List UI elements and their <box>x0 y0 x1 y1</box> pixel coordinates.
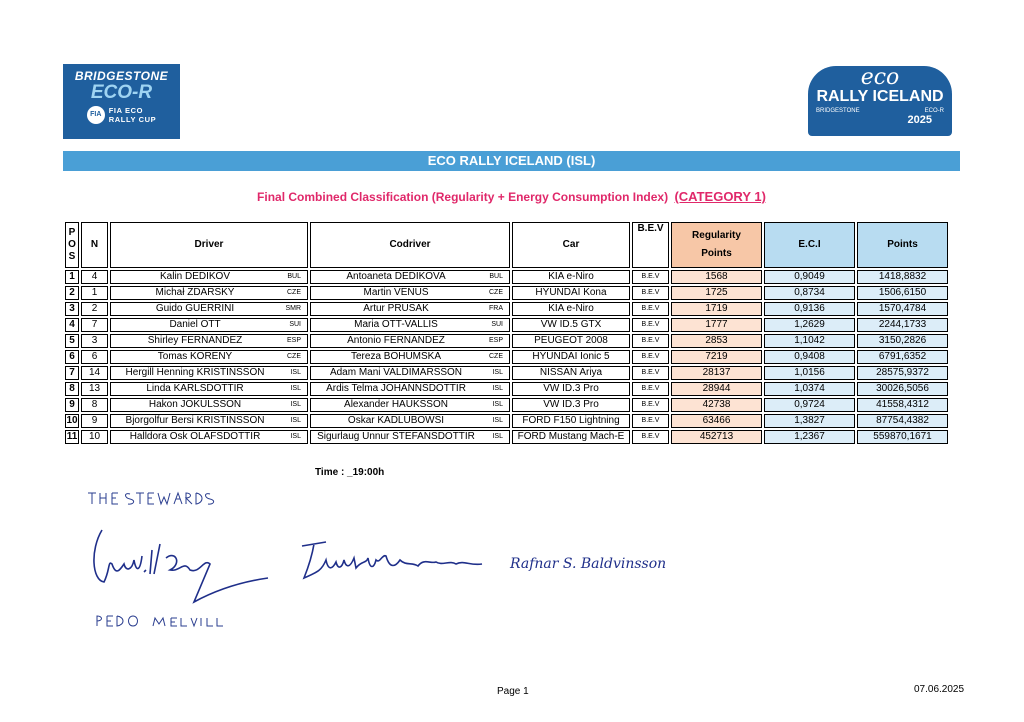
col-header-regularity: Regularity Points <box>671 222 762 268</box>
cell-codriver <box>310 430 510 444</box>
cell-points: 1570,4784 <box>857 302 948 316</box>
stewards-handwritten-label <box>86 490 226 509</box>
cell-pos: 7 <box>65 366 79 380</box>
cell-regularity: 1777 <box>671 318 762 332</box>
cell-pos: 9 <box>65 398 79 412</box>
category-label: (CATEGORY 1) <box>674 189 766 204</box>
driver-name: Hakon JOKULSSON <box>148 399 242 410</box>
driver-name: Daniel OTT <box>169 319 221 330</box>
cell-bev: B.E.V <box>632 350 669 364</box>
driver-country: ISL <box>290 433 301 440</box>
footer-page-number: Page 1 <box>497 686 529 697</box>
cell-bev: B.E.V <box>632 430 669 444</box>
cell-driver <box>110 382 308 396</box>
col-header-car: Car <box>512 222 630 268</box>
cell-points: 41558,4312 <box>857 398 948 412</box>
logo-eco-text: eco <box>860 65 900 90</box>
logo-fia-eco-rally-cup: FIA ECO RALLY CUP <box>108 106 157 124</box>
table-row <box>65 334 948 348</box>
codriver-country: CZE <box>489 289 503 296</box>
col-header-pos: P O S <box>65 222 79 268</box>
cell-n: 7 <box>81 318 108 332</box>
cell-codriver <box>310 382 510 396</box>
driver-name: Tomas KORENY <box>157 351 233 362</box>
cell-driver <box>110 430 308 444</box>
driver-name: Bjorgolfur Bersi KRISTINSSON <box>125 415 265 426</box>
cell-codriver <box>310 270 510 284</box>
cell-points: 559870,1671 <box>857 430 948 444</box>
cell-eci: 1,0156 <box>764 366 855 380</box>
driver-country: ISL <box>290 385 301 392</box>
cell-points: 87754,4382 <box>857 414 948 428</box>
cell-eci: 0,9136 <box>764 302 855 316</box>
cell-driver <box>110 270 308 284</box>
driver-name: Halldora Osk OLAFSDOTTIR <box>129 431 261 442</box>
driver-name: Shirley FERNANDEZ <box>147 335 243 346</box>
cell-n: 10 <box>81 430 108 444</box>
codriver-name: Ardis Telma JOHANNSDOTTIR <box>326 383 466 394</box>
driver-name: Michał ZDARSKY <box>155 287 235 298</box>
col-header-bev: B.E.V <box>632 222 669 268</box>
cell-driver <box>110 414 308 428</box>
codriver-name: Antonio FERNANDEZ <box>347 335 445 346</box>
codriver-name: Adam Mani VALDIMARSSON <box>329 367 463 378</box>
driver-country: SUI <box>289 321 301 328</box>
table-row <box>65 398 948 412</box>
cell-bev: B.E.V <box>632 334 669 348</box>
codriver-country: CZE <box>489 353 503 360</box>
cell-n: 9 <box>81 414 108 428</box>
col-header-points: Points <box>857 222 948 268</box>
cell-driver <box>110 350 308 364</box>
table-row <box>65 286 948 300</box>
signatures-handwriting <box>90 520 690 610</box>
cell-car: KIA e-Niro <box>512 302 630 316</box>
codriver-name: Martin VENUS <box>363 287 429 298</box>
col-header-codriver: Codriver <box>310 222 510 268</box>
cell-eci: 0,9724 <box>764 398 855 412</box>
cell-car: VW ID.3 Pro <box>512 382 630 396</box>
cell-n: 3 <box>81 334 108 348</box>
table-row <box>65 270 948 284</box>
cell-car: VW ID.5 GTX <box>512 318 630 332</box>
codriver-country: ISL <box>492 385 503 392</box>
cell-driver <box>110 366 308 380</box>
driver-country: CZE <box>287 289 301 296</box>
codriver-country: SUI <box>491 321 503 328</box>
cell-eci: 0,9408 <box>764 350 855 364</box>
cell-codriver <box>310 398 510 412</box>
time-stamp: Time : _19:00h <box>315 467 385 478</box>
table-row <box>65 366 948 380</box>
cell-bev: B.E.V <box>632 414 669 428</box>
driver-name: Kalin DEDIKOV <box>159 271 231 282</box>
event-banner: ECO RALLY ICELAND (ISL) <box>63 151 960 171</box>
logo-eco-r-small: ECO-R <box>924 108 944 114</box>
codriver-name: Sigurlaug Unnur STEFANSDOTTIR <box>317 431 475 442</box>
classification-title <box>63 189 960 204</box>
cell-car: FORD Mustang Mach-E <box>512 430 630 444</box>
cell-n: 14 <box>81 366 108 380</box>
codriver-name: Maria OTT-VALLIS <box>354 319 438 330</box>
codriver-country: ISL <box>492 417 503 424</box>
cell-regularity: 7219 <box>671 350 762 364</box>
table-row <box>65 302 948 316</box>
cell-points: 6791,6352 <box>857 350 948 364</box>
cell-codriver <box>310 302 510 316</box>
cell-n: 6 <box>81 350 108 364</box>
cell-pos: 10 <box>66 415 78 426</box>
cell-car: HYUNDAI Ionic 5 <box>512 350 630 364</box>
cell-regularity: 63466 <box>671 414 762 428</box>
cell-n: 4 <box>81 270 108 284</box>
codriver-country: ISL <box>492 401 503 408</box>
cell-regularity: 28944 <box>671 382 762 396</box>
cell-eci: 1,2629 <box>764 318 855 332</box>
driver-country: ISL <box>290 401 301 408</box>
cell-pos: 5 <box>65 334 79 348</box>
cell-car: HYUNDAI Kona <box>512 286 630 300</box>
cell-regularity: 1719 <box>671 302 762 316</box>
cell-driver <box>110 318 308 332</box>
results-table <box>63 220 950 446</box>
codriver-country: ESP <box>488 337 503 344</box>
col-header-n: N <box>81 222 108 268</box>
cell-car: FORD F150 Lightning <box>512 414 630 428</box>
cell-pos: 8 <box>65 382 79 396</box>
cell-codriver <box>310 334 510 348</box>
cell-points: 30026,5056 <box>857 382 948 396</box>
bridgestone-eco-r-logo <box>63 64 180 139</box>
codriver-name: Oskar KADLUBOWSI <box>347 415 445 426</box>
table-row <box>65 430 948 444</box>
cell-n: 13 <box>81 382 108 396</box>
stewards-handwriting <box>86 490 226 506</box>
cell-driver <box>110 334 308 348</box>
cell-eci: 0,8734 <box>764 286 855 300</box>
driver-country: SMR <box>285 305 301 312</box>
signature-rafnar: Rafnar S. Baldvinsson <box>510 556 667 572</box>
footer-date: 07.06.2025 <box>914 684 965 695</box>
cell-driver <box>110 302 308 316</box>
cell-codriver <box>310 286 510 300</box>
cell-car: KIA e-Niro <box>512 270 630 284</box>
cell-car: PEUGEOT 2008 <box>512 334 630 348</box>
driver-country: ISL <box>290 417 301 424</box>
driver-name: Guido GUERRINI <box>155 303 235 314</box>
codriver-country: BUL <box>489 273 503 280</box>
cell-eci: 0,9049 <box>764 270 855 284</box>
table-row <box>65 318 948 332</box>
logo-sponsor-text: BRIDGESTONE <box>816 108 860 114</box>
cell-pos: 3 <box>65 302 79 316</box>
cell-n: 8 <box>81 398 108 412</box>
pedro-handwritten-name <box>95 612 235 633</box>
classification-text: Final Combined Classification (Regularity + Energy Consumption Index) <box>257 190 669 204</box>
cell-eci: 1,0374 <box>764 382 855 396</box>
driver-name: Hergill Henning KRISTINSSON <box>125 367 265 378</box>
cell-n: 2 <box>81 302 108 316</box>
logo-bridgestone-text: BRIDGESTONE <box>74 69 169 83</box>
fia-badge-icon: FIA <box>87 106 105 124</box>
codriver-country: FRA <box>489 305 503 312</box>
steward-signatures <box>90 520 690 615</box>
cell-pos: 11 <box>66 431 78 442</box>
codriver-country: ISL <box>492 369 503 376</box>
cell-bev: B.E.V <box>632 318 669 332</box>
cell-pos: 1 <box>65 270 79 284</box>
driver-country: CZE <box>287 353 301 360</box>
cell-eci: 1,1042 <box>764 334 855 348</box>
cell-codriver <box>310 366 510 380</box>
table-row <box>65 350 948 364</box>
cell-regularity: 42738 <box>671 398 762 412</box>
cell-bev: B.E.V <box>632 302 669 316</box>
pedro-handwriting <box>95 612 235 630</box>
codriver-name: Tereza BOHUMSKA <box>350 351 442 362</box>
codriver-country: ISL <box>492 433 503 440</box>
codriver-name: Alexander HAUKSSON <box>344 399 448 410</box>
cell-bev: B.E.V <box>632 270 669 284</box>
logo-eco-r-text: ECO-R <box>90 82 153 103</box>
cell-bev: B.E.V <box>632 366 669 380</box>
cell-codriver <box>310 318 510 332</box>
table-row <box>65 382 948 396</box>
cell-eci: 1,2367 <box>764 430 855 444</box>
cell-pos: 4 <box>65 318 79 332</box>
cell-points: 28575,9372 <box>857 366 948 380</box>
driver-country: BUL <box>287 273 301 280</box>
cell-bev: B.E.V <box>632 286 669 300</box>
cell-regularity: 452713 <box>671 430 762 444</box>
cell-regularity: 1568 <box>671 270 762 284</box>
cell-regularity: 1725 <box>671 286 762 300</box>
cell-car: NISSAN Ariya <box>512 366 630 380</box>
cell-points: 1418,8832 <box>857 270 948 284</box>
col-header-eci: E.C.I <box>764 222 855 268</box>
cell-codriver <box>310 414 510 428</box>
cell-bev: B.E.V <box>632 382 669 396</box>
eco-rally-iceland-logo <box>808 66 952 136</box>
cell-bev: B.E.V <box>632 398 669 412</box>
cell-pos: 6 <box>65 350 79 364</box>
cell-car: VW ID.3 Pro <box>512 398 630 412</box>
driver-country: ISL <box>290 369 301 376</box>
cell-driver <box>110 286 308 300</box>
cell-driver <box>110 398 308 412</box>
driver-country: ESP <box>286 337 301 344</box>
table-row <box>65 414 948 428</box>
driver-name: Linda KARLSDOTTIR <box>146 383 244 394</box>
logo-rally-iceland-text: RALLY ICELAND <box>816 88 944 105</box>
cell-points: 2244,1733 <box>857 318 948 332</box>
cell-points: 1506,6150 <box>857 286 948 300</box>
cell-codriver <box>310 350 510 364</box>
logo-year: 2025 <box>907 114 932 126</box>
cell-n: 1 <box>81 286 108 300</box>
table-header-row <box>65 222 948 268</box>
cell-regularity: 2853 <box>671 334 762 348</box>
cell-points: 3150,2826 <box>857 334 948 348</box>
cell-pos: 2 <box>65 286 79 300</box>
col-header-driver: Driver <box>110 222 308 268</box>
cell-regularity: 28137 <box>671 366 762 380</box>
codriver-name: Artur PRUSAK <box>363 303 429 314</box>
cell-eci: 1,3827 <box>764 414 855 428</box>
codriver-name: Antoaneta DEDIKOVA <box>346 271 446 282</box>
